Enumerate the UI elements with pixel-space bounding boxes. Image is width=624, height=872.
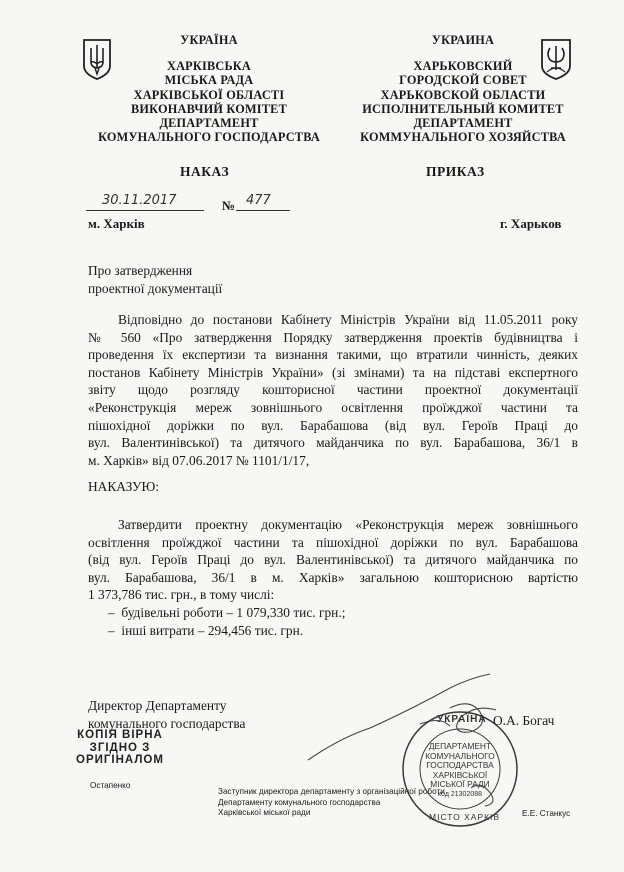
- footer-line: Департаменту комунального господарства: [218, 797, 381, 807]
- order-item-text: будівельні роботи – 1 079,330 тис. грн.;: [121, 604, 346, 620]
- header-right-line: ХАРЬКОВСКИЙ: [413, 59, 513, 74]
- header-left-line: КОМУНАЛЬНОГО ГОСПОДАРСТВА: [98, 130, 320, 145]
- order-body: [88, 516, 578, 639]
- seal-line: ХАРКІВСЬКОЇ: [432, 769, 488, 780]
- order-line: 1 373,786 тис. грн., в тому числі:: [88, 587, 275, 603]
- header-right-line: ИСПОЛНИТЕЛЬНЫЙ КОМИТЕТ: [362, 101, 564, 116]
- order-line: Затвердити проектну документацію «Реконструкція мереж зовнішнього: [118, 517, 578, 532]
- order-number: 477: [246, 193, 271, 208]
- number-underline: [236, 210, 290, 211]
- subject: [88, 262, 222, 298]
- header-left-line: МІСЬКА РАДА: [164, 73, 254, 88]
- certifier-name: Е.Е. Станкус: [522, 809, 571, 818]
- order-item: – будівельні роботи – 1 079,330 тис. грн.;: [108, 604, 346, 620]
- footer-line: Заступник директора департаменту з організаційної роботи: [218, 787, 445, 796]
- signature-name: О.А. Богач: [493, 713, 555, 728]
- header-left-line: ДЕПАРТАМЕНТ: [159, 116, 259, 131]
- header-left-country: УКРАЇНА: [180, 33, 238, 47]
- preamble-line: пішохідної доріжки по вул. Барабашова (від вул. Героїв Праці до: [88, 417, 578, 433]
- header-right-line: ХАРЬКОВСКОЙ ОБЛАСТИ: [380, 87, 546, 102]
- city-ru: г. Харьков: [500, 216, 562, 231]
- seal-code: код 21302088: [437, 790, 483, 798]
- order-line: освітлення проїжджої частини та пішохідної доріжки по вул. Барабашова: [88, 534, 578, 550]
- subject-line: проектної документації: [88, 281, 223, 296]
- seal-line: ДЕПАРТАМЕНТ: [428, 741, 492, 751]
- header-left-line: ВИКОНАВЧИЙ КОМІТЕТ: [131, 101, 287, 116]
- preamble-line: проведення їх експертизи та визнання такими, що втратили чинність, деяких: [88, 347, 578, 363]
- preamble-line: № 560 «Про затвердження Порядку затвердження проектів будівництва і: [88, 329, 578, 345]
- date-underline: [86, 210, 204, 211]
- order-item-text: інші витрати – 294,456 тис. грн.: [121, 622, 304, 638]
- copy-stamp-line: ОРИГІНАЛОМ: [76, 754, 164, 766]
- header-right-line: ГОРОДСКОЙ СОВЕТ: [399, 73, 527, 88]
- signature-title-line: комунального господарства: [88, 715, 246, 731]
- signature-title-line: Директор Департаменту: [88, 698, 227, 713]
- footer-line: Харківської міської ради: [218, 808, 311, 818]
- order-line: (від вул. Героїв Праці до вул. Валентинівської) та дитячого майданчика по: [88, 552, 578, 568]
- preamble-line: звіту щодо розгляду кошторисної частини проектної документації: [88, 382, 578, 398]
- signature-title: [88, 697, 245, 732]
- header-left-line: ХАРКІВСЬКОЇ ОБЛАСТІ: [133, 87, 285, 102]
- order-word: НАКАЗУЮ:: [88, 479, 159, 494]
- doc-type-ua: НАКАЗ: [180, 164, 230, 179]
- copy-stamp-line: ЗГІДНО З: [89, 741, 151, 754]
- executor-name: Остапенко: [90, 781, 131, 790]
- preamble-line: постанов Кабінету Міністрів України» (зі змінами) та на підставі експертного: [88, 364, 578, 380]
- seal-top: УКРАЇНА: [437, 714, 487, 725]
- preamble-line: м. Харків» від 07.06.2017 № 1101/1/17,: [88, 452, 310, 468]
- order-item: – інші витрати – 294,456 тис. грн.: [108, 622, 304, 638]
- number-label: №: [222, 198, 236, 213]
- header-right-line: КОММУНАЛЬНОГО ХОЗЯЙСТВА: [360, 130, 566, 145]
- doc-type-ru: ПРИКАЗ: [426, 164, 485, 179]
- preamble-line: вул. Валентинівської) та дитячого майданчика по вул. Барабашова, 36/1 в: [88, 435, 578, 451]
- seal-line: КОМУНАЛЬНОГО: [425, 750, 495, 761]
- header-left-line: ХАРКІВСЬКА: [167, 59, 251, 74]
- order-line: вул. Барабашова, 36/1 в м. Харків» загальною кошторисною вартістю: [88, 569, 578, 585]
- header-right-line: ДЕПАРТАМЕНТ: [413, 116, 513, 131]
- copy-stamp-line: КОПІЯ ВІРНА: [77, 729, 163, 741]
- preamble-line: Відповідно до постанови Кабінету Міністрів України від 11.05.2011 року: [118, 312, 578, 327]
- header-right: [352, 33, 574, 144]
- order-date: 30.11.2017: [102, 193, 177, 208]
- seal-line: ГОСПОДАРСТВА: [426, 760, 494, 771]
- preamble-line: «Реконструкція мереж зовнішнього освітлення проїжджої частини та: [88, 399, 578, 415]
- footer-certification: [218, 787, 445, 819]
- header-left: [98, 33, 320, 144]
- seal-line: МІСЬКОЇ РАДИ: [430, 779, 490, 790]
- city-ua: м. Харків: [88, 216, 145, 231]
- preamble: [88, 311, 578, 469]
- seal-bottom: МІСТО ХАРКІВ: [429, 812, 501, 822]
- subject-line: Про затвердження: [88, 263, 193, 278]
- copy-true-stamp: [64, 729, 176, 767]
- header-right-country: УКРАИНА: [431, 33, 495, 47]
